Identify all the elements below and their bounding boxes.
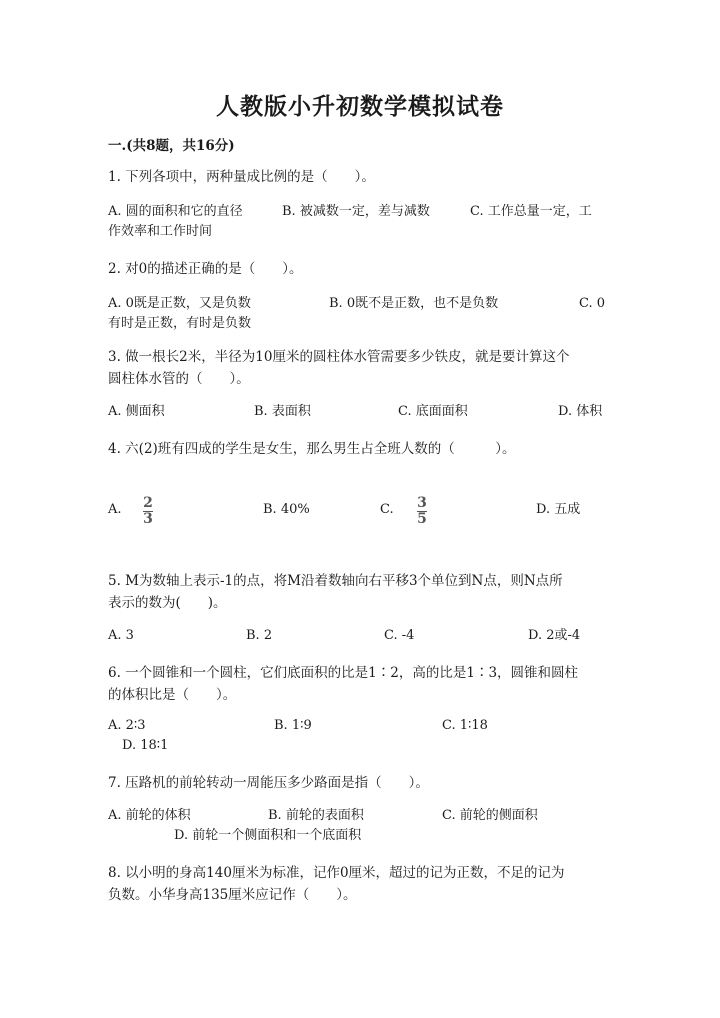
question-2-option-c-wrap: 有时是正数，有时是负数 bbox=[108, 316, 252, 331]
question-5-option-a: A. 3 bbox=[108, 628, 134, 643]
question-4-option-b: B. 40% bbox=[263, 502, 310, 517]
question-4-fraction-c bbox=[417, 497, 427, 526]
question-7-option-a: A. 前轮的体积 bbox=[108, 808, 191, 823]
fraction-numerator: 3 bbox=[417, 495, 427, 511]
question-6-stem-line-2: 的体积比是（ ）。 bbox=[108, 687, 237, 703]
question-4-option-a: A. bbox=[108, 502, 122, 517]
question-6-option-b: B. 1∶9 bbox=[274, 718, 312, 733]
section-heading: 一.(共8题，共16分) bbox=[108, 138, 235, 154]
question-4-option-d: D. 五成 bbox=[536, 502, 581, 517]
question-4-fraction-a bbox=[143, 497, 153, 526]
question-2-option-b: B. 0既不是正数，也不是负数 bbox=[329, 296, 499, 311]
question-8-stem-line-1: 8. 以小明的身高140厘米为标准，记作0厘米，超过的记为正数，不足的记为 bbox=[108, 865, 565, 881]
question-7-stem: 7. 压路机的前轮转动一周能压多少路面是指（ ）。 bbox=[108, 775, 429, 791]
question-5-option-d: D. 2或-4 bbox=[528, 628, 581, 643]
question-4-option-c: C. bbox=[380, 502, 394, 517]
fraction-denominator: 5 bbox=[417, 511, 427, 527]
question-7-option-d: D. 前轮一个侧面积和一个底面积 bbox=[174, 828, 362, 843]
question-1-option-a: A. 圆的面积和它的直径 bbox=[108, 204, 243, 219]
question-6-option-c: C. 1∶18 bbox=[442, 718, 488, 733]
question-1-option-c: C. 工作总量一定，工 bbox=[470, 204, 592, 219]
question-6-option-d: D. 18∶1 bbox=[122, 738, 169, 753]
fraction-numerator: 2 bbox=[143, 495, 153, 511]
question-1-option-b: B. 被减数一定，差与减数 bbox=[282, 204, 430, 219]
question-3-option-b: B. 表面积 bbox=[254, 404, 311, 419]
question-6-stem-line-1: 6. 一个圆锥和一个圆柱，它们底面积的比是1∶2，高的比是1∶3，圆锥和圆柱 bbox=[108, 665, 579, 681]
question-4-stem: 4. 六(2)班有四成的学生是女生，那么男生占全班人数的（ ）。 bbox=[108, 441, 516, 457]
exam-title: 人教版小升初数学模拟试卷 bbox=[216, 93, 504, 120]
question-6-option-a: A. 2∶3 bbox=[108, 718, 146, 733]
question-5-option-c: C. -4 bbox=[384, 628, 415, 643]
fraction-denominator: 3 bbox=[143, 511, 153, 527]
question-3-stem-line-1: 3. 做一根长2米，半径为10厘米的圆柱体水管需要多少铁皮，就是要计算这个 bbox=[108, 349, 570, 365]
question-5-stem-line-1: 5. M为数轴上表示-1的点，将M沿着数轴向右平移3个单位到N点，则N点所 bbox=[108, 573, 563, 589]
question-3-option-c: C. 底面面积 bbox=[398, 404, 468, 419]
question-2-stem: 2. 对0的描述正确的是（ ）。 bbox=[108, 261, 303, 277]
question-3-option-a: A. 侧面积 bbox=[108, 404, 165, 419]
question-5-option-b: B. 2 bbox=[246, 628, 273, 643]
question-2-option-a: A. 0既是正数，又是负数 bbox=[108, 296, 251, 311]
question-3-stem-line-2: 圆柱体水管的（ ）。 bbox=[108, 371, 250, 387]
question-7-option-c: C. 前轮的侧面积 bbox=[442, 808, 538, 823]
question-3-option-d: D. 体积 bbox=[558, 404, 603, 419]
question-1-option-c-wrap: 作效率和工作时间 bbox=[108, 224, 213, 239]
question-2-option-c: C. 0 bbox=[579, 296, 606, 311]
question-1-stem: 1. 下列各项中，两种量成比例的是（ ）。 bbox=[108, 169, 375, 185]
question-5-stem-line-2: 表示的数为( )。 bbox=[108, 595, 227, 611]
question-7-option-b: B. 前轮的表面积 bbox=[268, 808, 364, 823]
question-8-stem-line-2: 负数。小华身高135厘米应记作（ ）。 bbox=[108, 887, 357, 903]
